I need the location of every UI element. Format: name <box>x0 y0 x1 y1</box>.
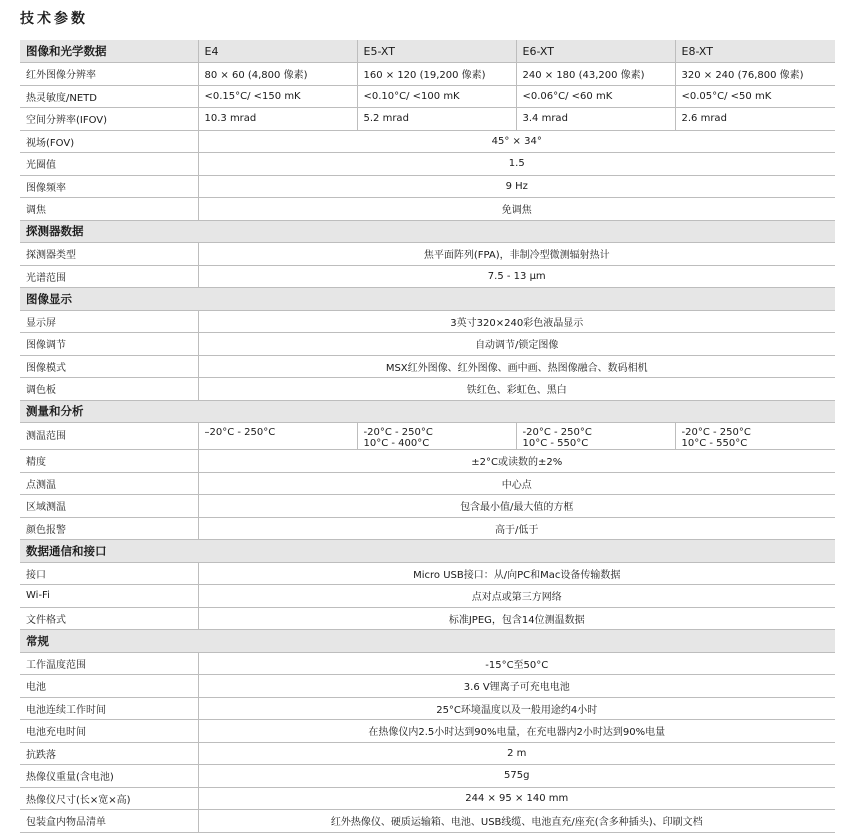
value-cell: 80 × 60 (4,800 像素) <box>198 63 357 86</box>
range-line: 10°C - 400°C <box>363 438 430 449</box>
section-title: 图像显示 <box>20 288 835 311</box>
value-cell: 25°C环境温度以及一般用途约4小时 <box>198 697 835 720</box>
section-title: 测量和分析 <box>20 400 835 423</box>
value-cell: Micro USB接口：从/向PC和Mac设备传输数据 <box>198 562 835 585</box>
table-row <box>20 585 835 608</box>
table-row <box>20 472 835 495</box>
value-cell: 高于/低于 <box>198 517 835 540</box>
value-cell: 2.6 mrad <box>675 108 835 131</box>
range-line: 10°C - 550°C <box>522 438 589 449</box>
value-cell: 3.6 V锂离子可充电电池 <box>198 675 835 698</box>
table-row <box>20 333 835 356</box>
row-label: 工作温度范围 <box>20 652 198 675</box>
section-header-detector <box>20 220 835 243</box>
section-title: 图像和光学数据 <box>20 40 198 63</box>
value-cell: 244 × 95 × 140 mm <box>198 787 835 810</box>
table-row <box>20 495 835 518</box>
table-row <box>20 130 835 153</box>
row-label: 抗跌落 <box>20 742 198 765</box>
value-cell <box>516 423 675 450</box>
value-cell: <0.05°C/ <50 mK <box>675 85 835 108</box>
table-row <box>20 787 835 810</box>
value-cell: 3英寸320×240彩色液晶显示 <box>198 310 835 333</box>
value-cell: 7.5 - 13 μm <box>198 265 835 288</box>
row-label: Wi-Fi <box>20 585 198 608</box>
section-title: 常规 <box>20 630 835 653</box>
model-e5xt-header: E5-XT <box>357 40 516 63</box>
table-row <box>20 810 835 833</box>
value-cell: 320 × 240 (76,800 像素) <box>675 63 835 86</box>
row-label: 调色板 <box>20 378 198 401</box>
value-cell: ±2°C或读数的±2% <box>198 450 835 473</box>
table-row <box>20 765 835 788</box>
row-label: 接口 <box>20 562 198 585</box>
row-label: 图像模式 <box>20 355 198 378</box>
table-row <box>20 652 835 675</box>
row-label: 红外图像分辨率 <box>20 63 198 86</box>
table-row <box>20 720 835 743</box>
section-header-comms <box>20 540 835 563</box>
value-cell: 1.5 <box>198 153 835 176</box>
section-title: 探测器数据 <box>20 220 835 243</box>
section-header-imaging <box>20 40 835 63</box>
value-cell: 标准JPEG，包含14位测温数据 <box>198 607 835 630</box>
row-label: 点测温 <box>20 472 198 495</box>
value-cell: 9 Hz <box>198 175 835 198</box>
value-cell <box>198 423 357 450</box>
table-row <box>20 355 835 378</box>
value-cell: 160 × 120 (19,200 像素) <box>357 63 516 86</box>
table-row <box>20 175 835 198</box>
table-row <box>20 63 835 86</box>
section-title: 数据通信和接口 <box>20 540 835 563</box>
table-row <box>20 450 835 473</box>
range-line: -20°C - 250°C <box>522 427 592 438</box>
value-cell: 5.2 mrad <box>357 108 516 131</box>
value-cell: 包含最小值/最大值的方框 <box>198 495 835 518</box>
table-row <box>20 310 835 333</box>
page-title: 技术参数 <box>20 11 88 27</box>
range-line: -20°C - 250°C <box>363 427 433 438</box>
row-label: 图像频率 <box>20 175 198 198</box>
value-cell: 焦平面阵列(FPA)，非制冷型微测辐射热计 <box>198 243 835 266</box>
value-cell <box>675 423 835 450</box>
value-cell: <0.06°C/ <60 mK <box>516 85 675 108</box>
table-row <box>20 697 835 720</box>
value-cell: 240 × 180 (43,200 像素) <box>516 63 675 86</box>
row-label: 测温范围 <box>20 423 198 450</box>
value-cell: 自动调节/锁定图像 <box>198 333 835 356</box>
range-line: 10°C - 550°C <box>681 438 748 449</box>
table-row <box>20 607 835 630</box>
table-row <box>20 265 835 288</box>
row-label: 电池 <box>20 675 198 698</box>
value-cell: <0.15°C/ <150 mK <box>198 85 357 108</box>
row-label: 电池连续工作时间 <box>20 697 198 720</box>
value-cell: 在热像仪内2.5小时达到90%电量，在充电器内2小时达到90%电量 <box>198 720 835 743</box>
value-cell: 铁红色、彩虹色、黑白 <box>198 378 835 401</box>
table-row <box>20 675 835 698</box>
row-label: 光谱范围 <box>20 265 198 288</box>
value-cell: 红外热像仪、硬质运输箱、电池、USB线缆、电池直充/座充(含多种插头)、印刷文档 <box>198 810 835 833</box>
value-cell: 575g <box>198 765 835 788</box>
section-header-measurement <box>20 400 835 423</box>
section-header-general <box>20 630 835 653</box>
range-line: –20°C - 250°C <box>204 427 276 438</box>
table-row <box>20 742 835 765</box>
table-row <box>20 198 835 221</box>
value-cell <box>357 423 516 450</box>
table-row <box>20 562 835 585</box>
spec-table <box>20 40 835 833</box>
model-e8xt-header: E8-XT <box>675 40 835 63</box>
table-row <box>20 378 835 401</box>
row-label: 热像仪重量(含电池) <box>20 765 198 788</box>
row-label: 探测器类型 <box>20 243 198 266</box>
value-cell: MSX红外图像、红外图像、画中画、热图像融合、数码相机 <box>198 355 835 378</box>
value-cell: 2 m <box>198 742 835 765</box>
row-label: 颜色报警 <box>20 517 198 540</box>
row-label: 精度 <box>20 450 198 473</box>
table-row <box>20 108 835 131</box>
row-label: 电池充电时间 <box>20 720 198 743</box>
table-row <box>20 243 835 266</box>
row-label: 区域测温 <box>20 495 198 518</box>
value-cell: 3.4 mrad <box>516 108 675 131</box>
table-row <box>20 423 835 450</box>
row-label: 视场(FOV) <box>20 130 198 153</box>
value-cell: 点对点或第三方网络 <box>198 585 835 608</box>
value-cell: <0.10°C/ <100 mK <box>357 85 516 108</box>
row-label: 文件格式 <box>20 607 198 630</box>
row-label: 包装盒内物品清单 <box>20 810 198 833</box>
value-cell: 免调焦 <box>198 198 835 221</box>
row-label: 热像仪尺寸(长×宽×高) <box>20 787 198 810</box>
value-cell: 45° × 34° <box>198 130 835 153</box>
row-label: 热灵敏度/NETD <box>20 85 198 108</box>
row-label: 图像调节 <box>20 333 198 356</box>
table-row <box>20 153 835 176</box>
row-label: 光圈值 <box>20 153 198 176</box>
model-e4-header: E4 <box>198 40 357 63</box>
value-cell: 10.3 mrad <box>198 108 357 131</box>
range-line: -20°C - 250°C <box>681 427 751 438</box>
row-label: 空间分辨率(IFOV) <box>20 108 198 131</box>
table-row <box>20 517 835 540</box>
value-cell: 中心点 <box>198 472 835 495</box>
section-header-display <box>20 288 835 311</box>
row-label: 显示屏 <box>20 310 198 333</box>
model-e6xt-header: E6-XT <box>516 40 675 63</box>
value-cell: -15°C至50°C <box>198 652 835 675</box>
table-row <box>20 85 835 108</box>
row-label: 调焦 <box>20 198 198 221</box>
